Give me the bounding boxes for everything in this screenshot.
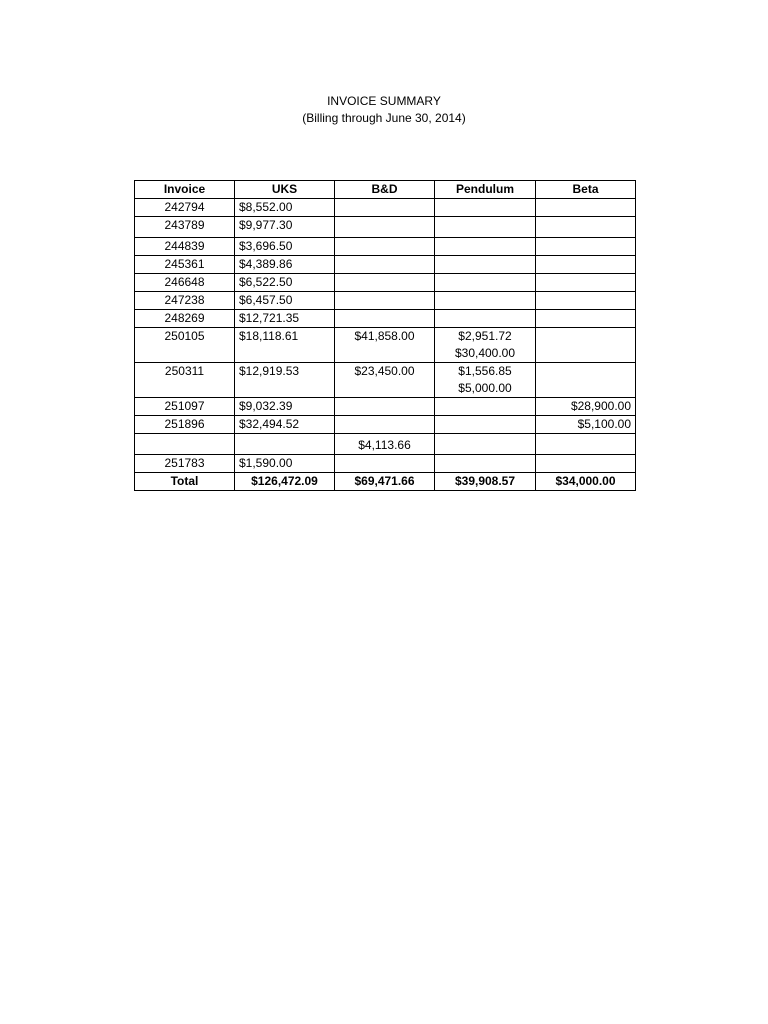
table-body [135, 199, 636, 491]
bd-cell: $23,450.00 [335, 363, 435, 398]
pendulum-value-2: $30,400.00 [454, 346, 516, 360]
pendulum-cell [435, 199, 536, 217]
invoice-summary-table [134, 180, 636, 491]
beta-cell [536, 238, 636, 256]
pendulum-cell [435, 434, 536, 455]
beta-cell: $5,100.00 [536, 416, 636, 434]
bd-cell [335, 310, 435, 328]
invoice-cell: 247238 [135, 292, 235, 310]
header-uks: UKS [235, 181, 335, 199]
beta-cell [536, 434, 636, 455]
bd-cell [335, 416, 435, 434]
pendulum-cell [435, 292, 536, 310]
table-row [135, 455, 636, 473]
pendulum-cell [435, 310, 536, 328]
uks-cell: $8,552.00 [235, 199, 335, 217]
invoice-cell: 246648 [135, 274, 235, 292]
pendulum-cell [435, 256, 536, 274]
uks-cell: $9,032.39 [235, 398, 335, 416]
total-beta: $34,000.00 [536, 473, 636, 491]
uks-cell: $12,919.53 [235, 363, 335, 398]
pendulum-cell [435, 238, 536, 256]
invoice-cell: 244839 [135, 238, 235, 256]
invoice-cell: 250105 [135, 328, 235, 363]
pendulum-value-2: $5,000.00 [458, 381, 512, 395]
invoice-cell: 243789 [135, 217, 235, 238]
beta-cell [536, 455, 636, 473]
total-uks: $126,472.09 [235, 473, 335, 491]
beta-cell [536, 310, 636, 328]
pendulum-cell [435, 274, 536, 292]
uks-cell: $18,118.61 [235, 328, 335, 363]
uks-cell: $6,457.50 [235, 292, 335, 310]
pendulum-cell [435, 455, 536, 473]
table-row [135, 199, 636, 217]
beta-cell [536, 292, 636, 310]
invoice-cell: 242794 [135, 199, 235, 217]
uks-cell: $4,389.86 [235, 256, 335, 274]
total-label: Total [135, 473, 235, 491]
total-pendulum: $39,908.57 [435, 473, 536, 491]
invoice-cell: 248269 [135, 310, 235, 328]
beta-cell: $28,900.00 [536, 398, 636, 416]
bd-cell: $41,858.00 [335, 328, 435, 363]
header-bd: B&D [335, 181, 435, 199]
document-title: INVOICE SUMMARY [327, 94, 441, 108]
beta-cell [536, 328, 636, 363]
bd-cell [335, 455, 435, 473]
document-header [0, 93, 768, 127]
pendulum-cell [435, 328, 536, 363]
pendulum-cell [435, 217, 536, 238]
table-row [135, 416, 636, 434]
pendulum-cell [435, 398, 536, 416]
table-row [135, 217, 636, 238]
table-row [135, 256, 636, 274]
invoice-cell: 245361 [135, 256, 235, 274]
bd-cell: $4,113.66 [335, 434, 435, 455]
beta-cell [536, 199, 636, 217]
bd-cell [335, 217, 435, 238]
uks-cell: $12,721.35 [235, 310, 335, 328]
table-row [135, 363, 636, 398]
beta-cell [536, 274, 636, 292]
table-row [135, 328, 636, 363]
bd-cell [335, 398, 435, 416]
bd-cell [335, 256, 435, 274]
uks-cell: $32,494.52 [235, 416, 335, 434]
invoice-cell: 251097 [135, 398, 235, 416]
pendulum-value: $2,951.72 [458, 329, 512, 343]
pendulum-cell [435, 363, 536, 398]
uks-cell: $9,977.30 [235, 217, 335, 238]
total-bd: $69,471.66 [335, 473, 435, 491]
bd-cell [335, 199, 435, 217]
beta-cell [536, 256, 636, 274]
uks-cell [235, 434, 335, 455]
pendulum-cell [435, 416, 536, 434]
invoice-cell [135, 434, 235, 455]
table-row [135, 434, 636, 455]
bd-cell [335, 274, 435, 292]
table-row [135, 274, 636, 292]
table-row [135, 292, 636, 310]
header-beta: Beta [536, 181, 636, 199]
uks-cell: $3,696.50 [235, 238, 335, 256]
invoice-cell: 251896 [135, 416, 235, 434]
table-header [135, 181, 636, 199]
table-row [135, 398, 636, 416]
invoice-cell: 250311 [135, 363, 235, 398]
pendulum-value: $1,556.85 [458, 364, 512, 378]
header-pendulum: Pendulum [435, 181, 536, 199]
beta-cell [536, 217, 636, 238]
header-invoice: Invoice [135, 181, 235, 199]
header-row [135, 181, 636, 199]
bd-cell [335, 238, 435, 256]
invoice-cell: 251783 [135, 455, 235, 473]
bd-cell [335, 292, 435, 310]
beta-cell [536, 363, 636, 398]
table-row [135, 238, 636, 256]
document-subtitle: (Billing through June 30, 2014) [302, 111, 466, 125]
total-row [135, 473, 636, 491]
uks-cell: $6,522.50 [235, 274, 335, 292]
uks-cell: $1,590.00 [235, 455, 335, 473]
table-row [135, 310, 636, 328]
